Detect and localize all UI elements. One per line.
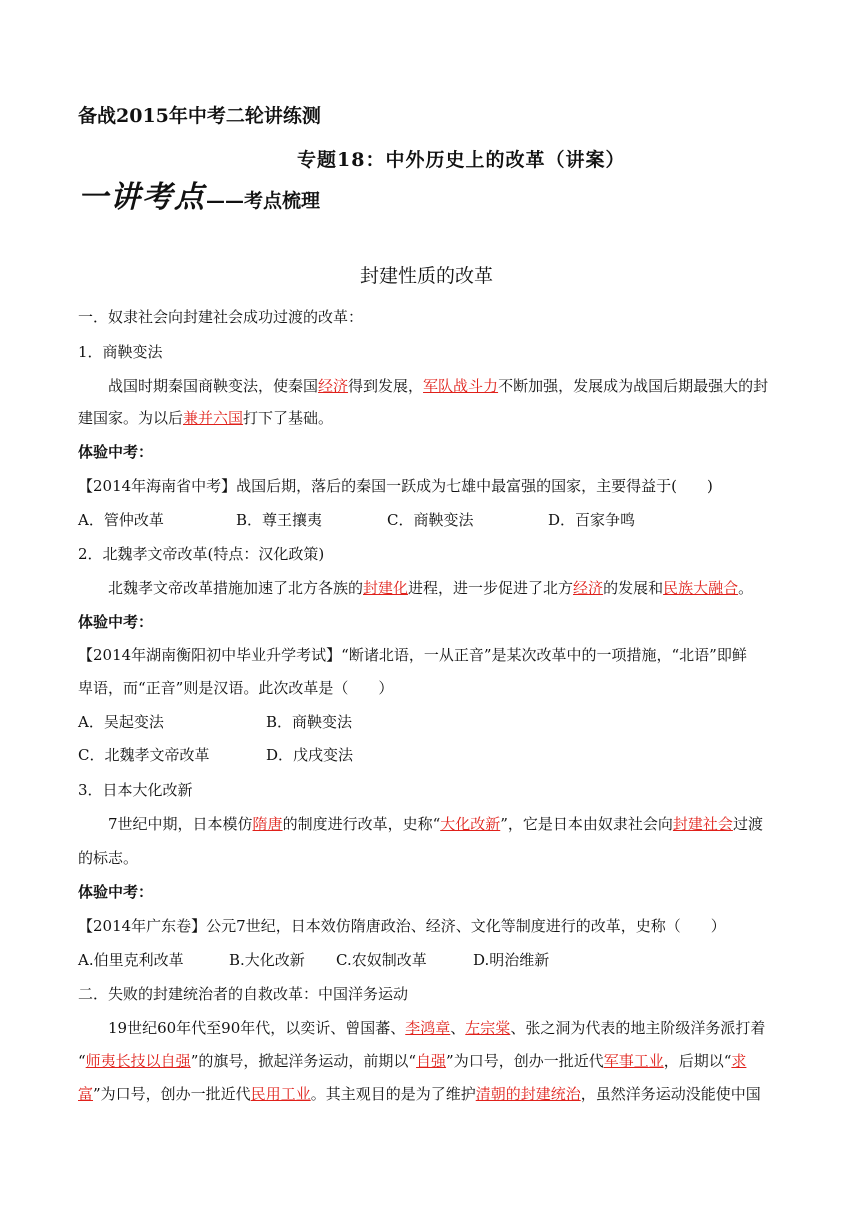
keyword: 民用工业	[250, 1085, 311, 1103]
s2-option-b: B．商鞅变法	[266, 713, 353, 731]
s4-para-line2: “师夷长技以自强”的旗号，掀起洋务运动，前期以“自强”为口号，创办一批近代军事工业，后期以“求	[78, 1052, 747, 1070]
s3-para-line1: 7世纪中期，日本模仿隋唐的制度进行改革，史称“大化改新”，它是日本由奴隶社会向封建社会过渡	[108, 815, 763, 833]
s3-para-line2: 的标志。	[78, 849, 139, 867]
s4-para-line3: 富”为口号，创办一批近代民用工业。其主观目的是为了维护清朝的封建统治，虽然洋务运动没能使中国	[78, 1085, 761, 1103]
s3-option-b: B.大化改新	[229, 951, 305, 969]
s3-heading: 3．日本大化改新	[78, 781, 193, 799]
keyword: 富	[78, 1085, 94, 1103]
s1-heading: 1．商鞅变法	[78, 343, 163, 361]
keyword: 民族大融合	[663, 579, 739, 597]
s2-option-d: D．戊戌变法	[266, 746, 354, 764]
keyword: 封建化	[363, 579, 409, 597]
s2-option-a: A．吴起变法	[78, 713, 164, 731]
s2-para-line1: 北魏孝文帝改革措施加速了北方各族的封建化进程，进一步促进了北方经济的发展和民族大融合。	[108, 579, 754, 597]
keyword: 军事工业	[603, 1052, 664, 1070]
part1-heading: 一．奴隶社会向封建社会成功过渡的改革：	[78, 308, 364, 326]
keyword: 左宗棠	[465, 1019, 511, 1037]
s2-question-line2: 卑语，而“正音”则是汉语。此次改革是（ ）	[78, 679, 394, 697]
kaodian-small: ——考点梳理	[206, 190, 321, 212]
s3-exp-label: 体验中考：	[78, 883, 154, 901]
keyword: 经济	[573, 579, 604, 597]
s2-option-c: C．北魏孝文帝改革	[78, 746, 210, 764]
s1-option-c: C．商鞅变法	[387, 511, 474, 529]
s3-option-d: D.明治维新	[473, 951, 550, 969]
keyword: 李鸿章	[405, 1019, 451, 1037]
keyword: 经济	[318, 377, 349, 395]
s1-option-d: D．百家争鸣	[548, 511, 636, 529]
s1-para-line2: 建国家。为以后兼并六国打下了基础。	[78, 409, 334, 427]
kaodian-big: 一讲考点	[78, 180, 206, 215]
s1-option-a: A．管仲改革	[78, 511, 164, 529]
s1-option-b: B．尊王攘夷	[236, 511, 323, 529]
s2-heading: 2．北魏孝文帝改革(特点：汉化政策)	[78, 545, 325, 563]
s1-para-line1: 战国时期秦国商鞅变法，使秦国经济得到发展，军队战斗力不断加强，发展成为战国后期最强大的封	[108, 377, 769, 395]
keyword: 清朝的封建统治	[475, 1085, 581, 1103]
s2-question-line1: 【2014年湖南衡阳初中毕业升学考试】“断诸北语，一从正音”是某次改革中的一项措施，“北语”即鲜	[78, 646, 747, 664]
keyword: 师夷长技以自强	[85, 1052, 191, 1070]
document-title: 备战2015年中考二轮讲练测	[78, 105, 321, 127]
s2-exp-label: 体验中考：	[78, 613, 154, 631]
kaodian-heading	[78, 178, 320, 222]
keyword: 封建社会	[672, 815, 733, 833]
keyword: 大化改新	[440, 815, 501, 833]
s1-question: 【2014年海南省中考】战国后期，落后的秦国一跃成为七雄中最富强的国家，主要得益于( )	[78, 477, 713, 495]
document-subtitle: 专题18：中外历史上的改革（讲案）	[297, 149, 626, 171]
keyword: 求	[731, 1052, 747, 1070]
keyword: 军队战斗力	[423, 377, 499, 395]
s3-option-c: C.农奴制改革	[336, 951, 427, 969]
keyword: 自强	[416, 1052, 447, 1070]
section-title: 封建性质的改革	[360, 265, 494, 287]
part2-heading: 二．失败的封建统治者的自救改革：中国洋务运动	[78, 985, 409, 1003]
s4-para-line1: 19世纪60年代至90年代，以奕䜣、曾国蕃、李鸿章、左宗棠、张之洞为代表的地主阶级洋务派打着	[108, 1019, 766, 1037]
s3-option-a: A.伯里克利改革	[78, 951, 184, 969]
s3-question: 【2014年广东卷】公元7世纪，日本效仿隋唐政治、经济、文化等制度进行的改革，史称（ ）	[78, 917, 726, 935]
s1-exp-label: 体验中考：	[78, 443, 154, 461]
keyword: 兼并六国	[183, 409, 244, 427]
keyword: 隋唐	[252, 815, 283, 833]
